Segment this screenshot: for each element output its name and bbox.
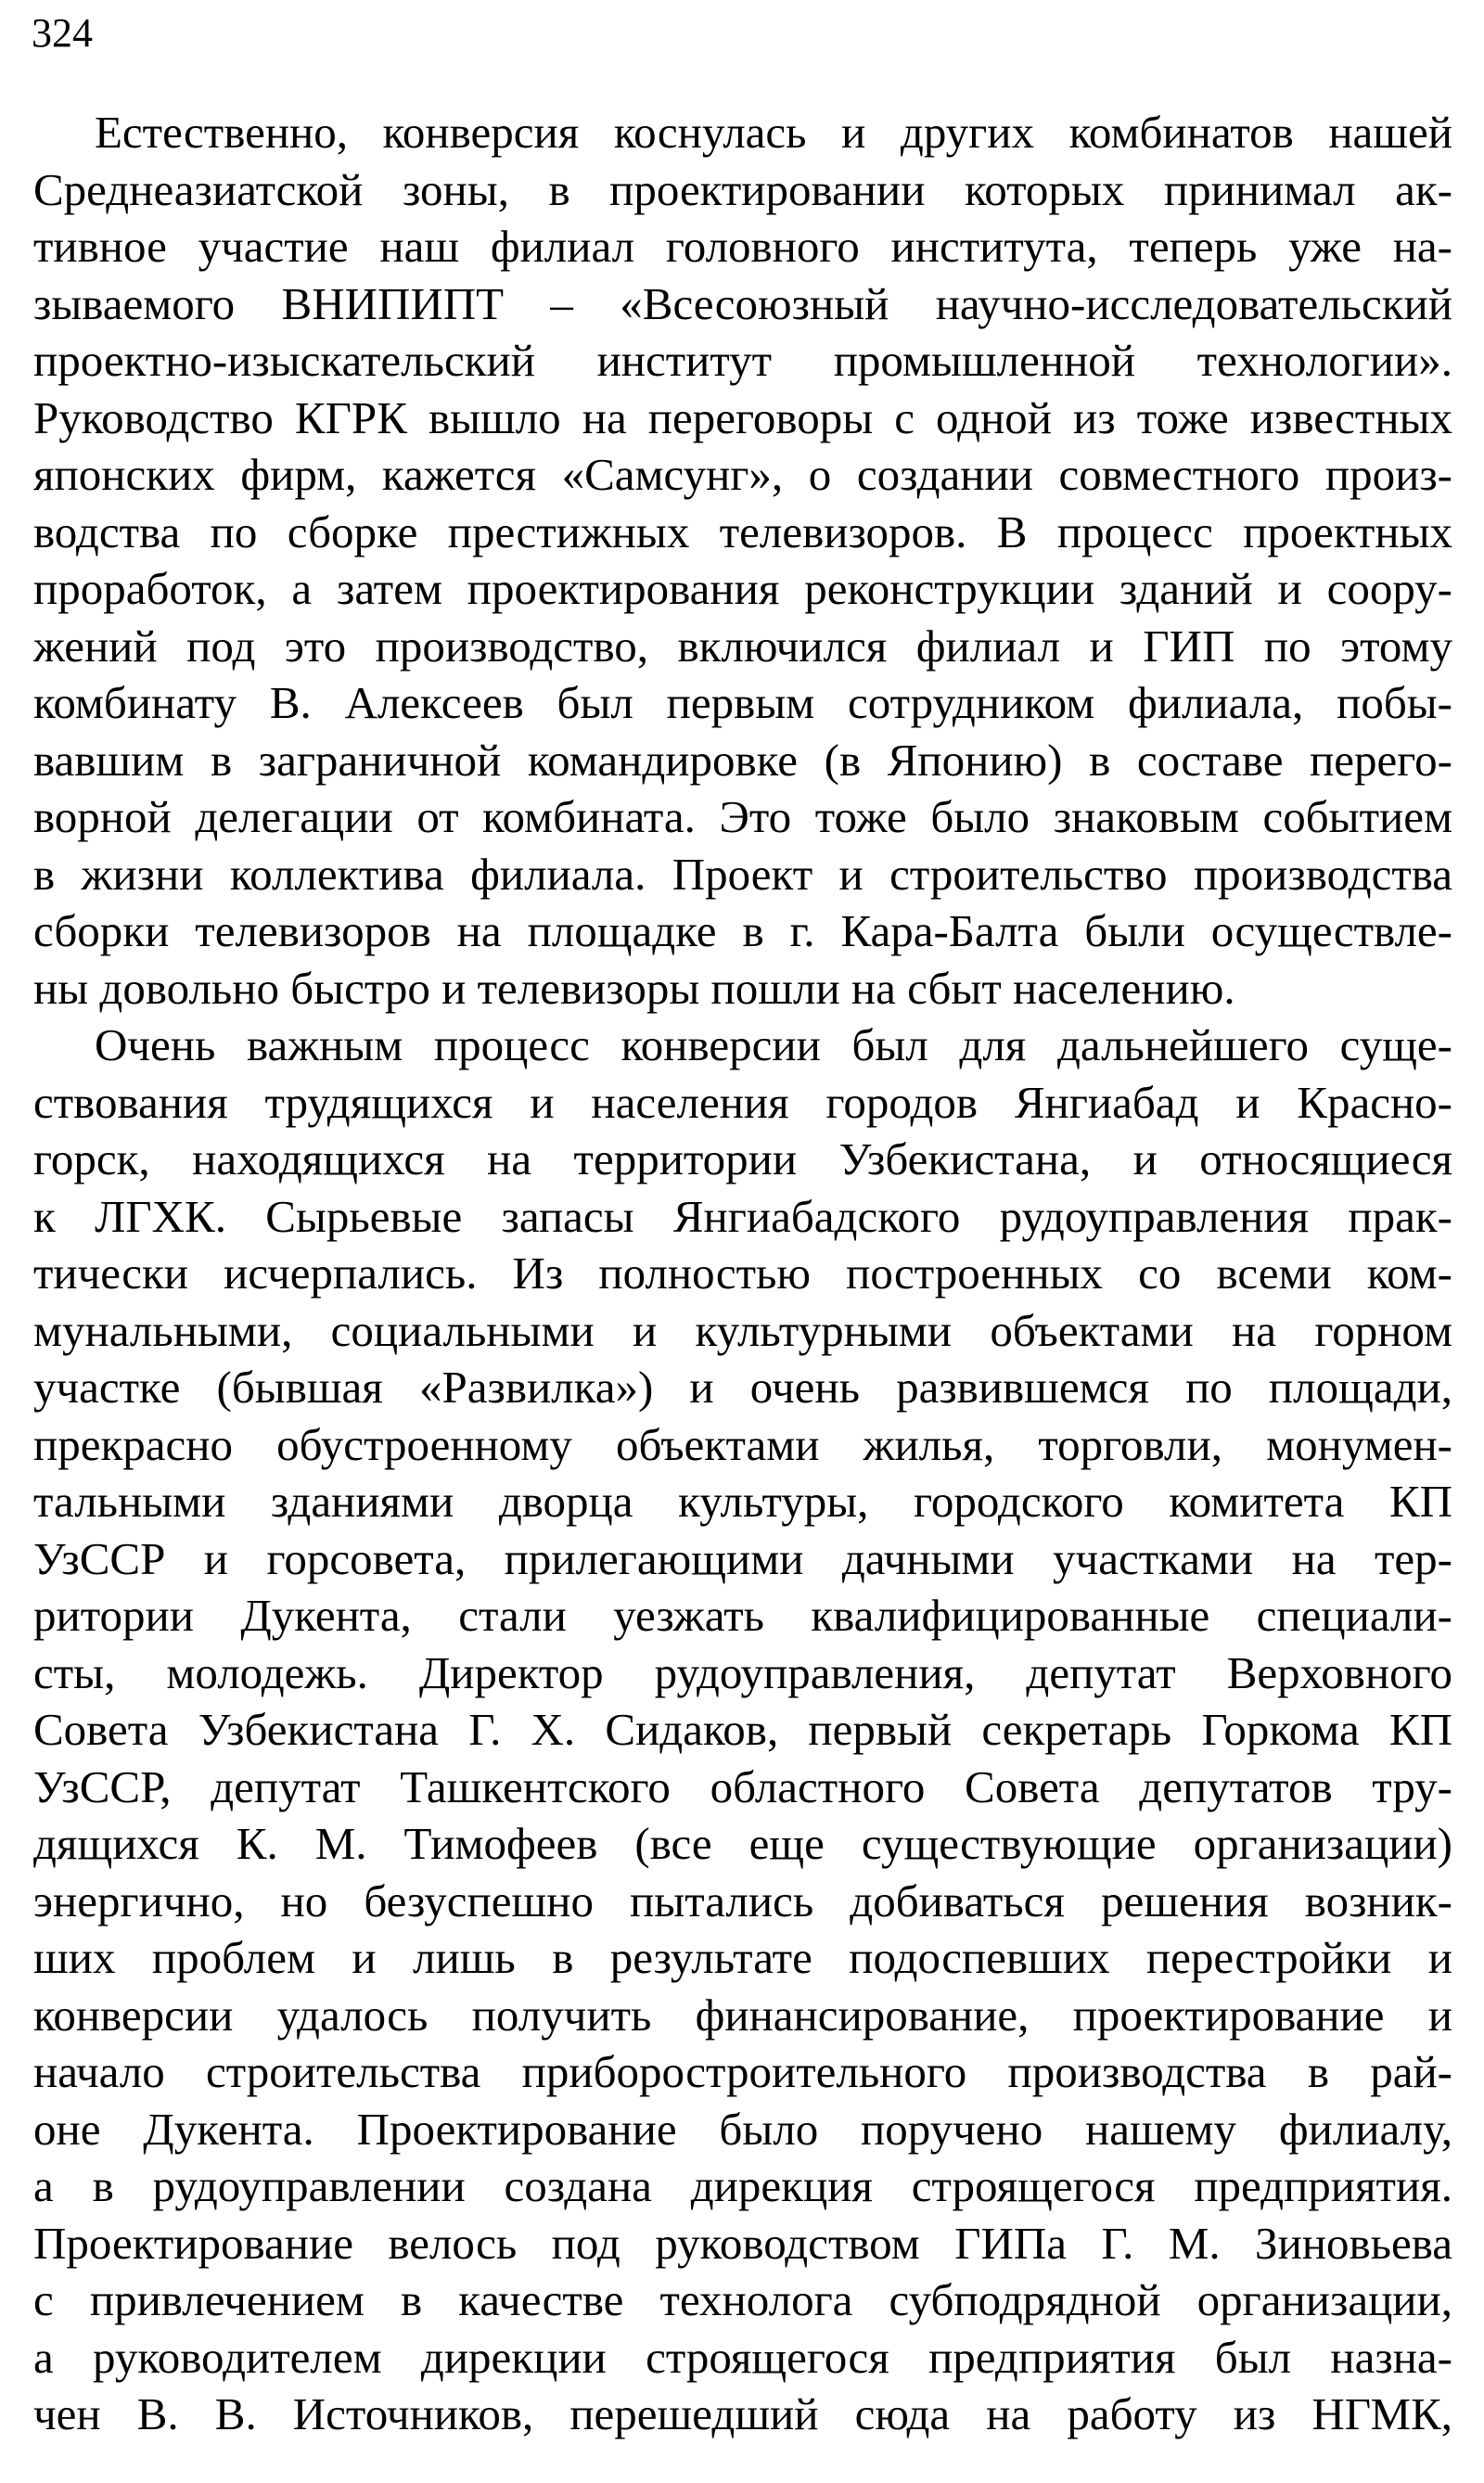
text-line: Естественно, конверсия коснулась и других комбинатов нашей	[95, 107, 1452, 158]
text-line: проработок, а затем проектирования реконструкции зданий и соору-	[33, 563, 1452, 614]
text-line: энергично, но безуспешно пытались добиваться решения возник-	[33, 1875, 1452, 1926]
text-line: начало строительства приборостроительного производства в рай-	[33, 2046, 1452, 2097]
text-line: в жизни коллектива филиала. Проект и строительство производства	[33, 848, 1452, 900]
text-line: Руководство КГРК вышло на переговоры с одной из тоже известных	[33, 391, 1452, 443]
text-line: водства по сборке престижных телевизоров. В процесс проектных	[33, 506, 1452, 557]
paragraph	[33, 104, 1452, 1017]
text-line: УзССР и горсовета, прилегающими дачными участками на тер-	[33, 1532, 1452, 1584]
text-line: участке (бывшая «Развилка») и очень развившемся по площади,	[33, 1362, 1452, 1413]
text-line: вавшим в заграничной командировке (в Японию) в составе перего-	[33, 734, 1452, 786]
text-line: зываемого ВНИПИПТ – «Всесоюзный научно-исследовательский	[33, 277, 1452, 329]
text-line: конверсии удалось получить финансирование, проектирование и	[33, 1989, 1452, 2041]
text-line: чен В. В. Источников, перешедший сюда на работу из НГМК,	[33, 2388, 1452, 2439]
text-line: мунальными, социальными и культурными объектами на горном	[33, 1304, 1452, 1356]
text-line: ствования трудящихся и населения городов Янгиабад и Красно-	[33, 1076, 1452, 1128]
text-line: Среднеазиатской зоны, в проектировании которых принимал ак-	[33, 163, 1452, 215]
text-line: с привлечением в качестве технолога субподрядной организации,	[33, 2274, 1452, 2325]
text-line: дящихся К. М. Тимофеев (все еще существующие организации)	[33, 1818, 1452, 1869]
text-line: ворной делегации от комбината. Это тоже было знаковым событием	[33, 791, 1452, 842]
text-line: проектно-изыскательский институт промышленной технологии».	[33, 335, 1452, 386]
text-line: комбинату В. Алексеев был первым сотрудником филиала, побы-	[33, 677, 1452, 728]
text-line: ших проблем и лишь в результате подоспевших перестройки и	[33, 1932, 1452, 1983]
text-line: сборки телевизоров на площадке в г. Кара-Балта были осуществле-	[33, 905, 1452, 956]
page-number: 324	[32, 10, 93, 56]
text-line: японских фирм, кажется «Самсунг», о создании совместного произ-	[33, 449, 1452, 500]
text-line: тически исчерпались. Из полностью построенных со всеми ком-	[33, 1248, 1452, 1299]
text-line: Очень важным процесс конверсии был для дальнейшего суще-	[95, 1019, 1452, 1070]
text-line: тивное участие наш филиал головного института, теперь уже на-	[33, 221, 1452, 272]
text-line: ны довольно быстро и телевизоры пошли на сбыт населению.	[33, 962, 1235, 1014]
text-line: а в рудоуправлении создана дирекция строящегося предприятия.	[33, 2160, 1452, 2211]
text-line: Совета Узбекистана Г. Х. Сидаков, первый секретарь Горкома КП	[33, 1704, 1452, 1755]
text-line: жений под это производство, включился филиал и ГИП по этому	[33, 620, 1452, 672]
text-line: УзССР, депутат Ташкентского областного Совета депутатов тру-	[33, 1760, 1452, 1812]
text-line: к ЛГХК. Сырьевые запасы Янгиабадского рудоуправления прак-	[33, 1190, 1452, 1242]
text-line: оне Дукента. Проектирование было поручено нашему филиалу,	[33, 2103, 1452, 2155]
text-line: горск, находящихся на территории Узбекистана, и относящиеся	[33, 1133, 1452, 1184]
text-line: прекрасно обустроенному объектами жилья, торговли, монумен-	[33, 1418, 1452, 1470]
text-line: а руководителем дирекции строящегося предприятия был назна-	[33, 2331, 1452, 2383]
text-line: ритории Дукента, стали уезжать квалифицированные специали-	[33, 1590, 1452, 1641]
body-text	[33, 104, 1452, 2443]
text-line: Проектирование велось под руководством ГИПа Г. М. Зиновьева	[33, 2217, 1452, 2269]
text-line: сты, молодежь. Директор рудоуправления, депутат Верховного	[33, 1646, 1452, 1698]
text-line: тальными зданиями дворца культуры, городского комитета КП	[33, 1476, 1452, 1527]
paragraph	[33, 1017, 1452, 2443]
